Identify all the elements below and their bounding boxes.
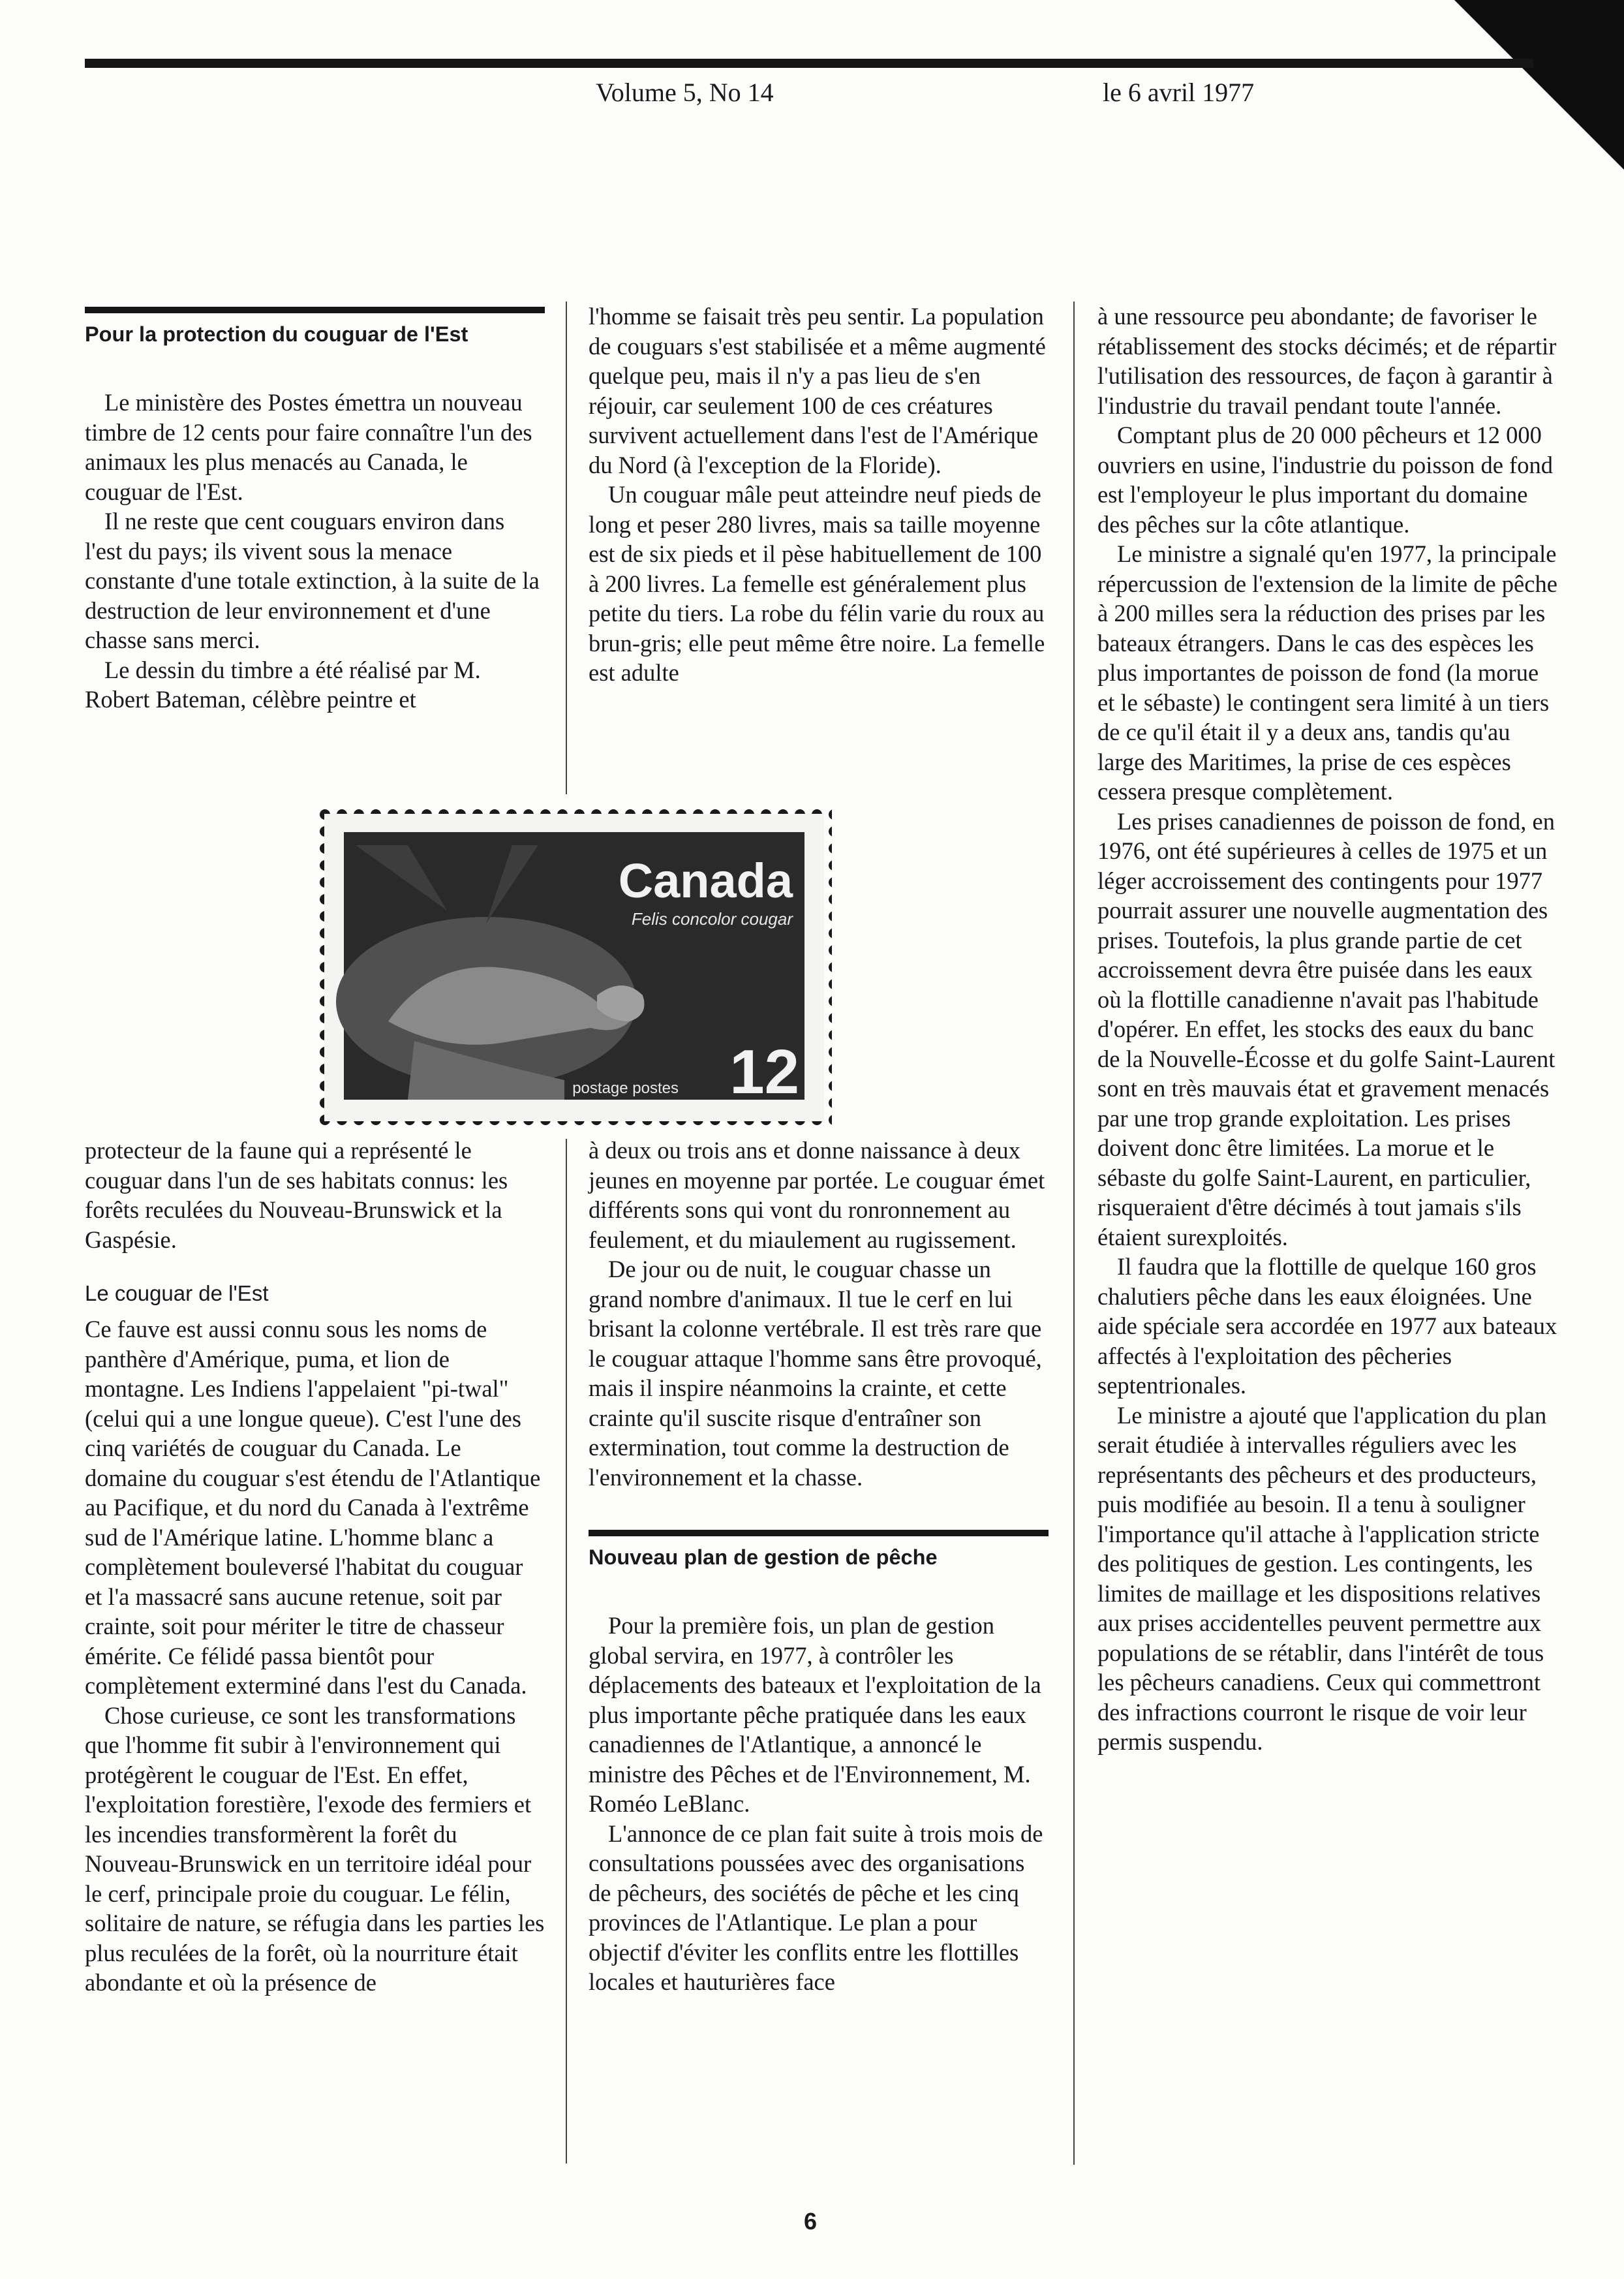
- column-2-top: [589, 302, 1049, 688]
- stamp-country: Canada: [618, 854, 793, 908]
- subheading: Le couguar de l'Est: [85, 1281, 269, 1305]
- paragraph: à une ressource peu abondante; de favoriser le rétablissement des stocks décimés; et de répartir l'utilisation des ressources, de façon à garantir à l'industrie du travail pendant toute l'année.: [1097, 303, 1557, 419]
- section-rule: [85, 307, 545, 313]
- stamp-postage: postage postes: [572, 1079, 679, 1097]
- paragraph: Il ne reste que cent couguars environ dans l'est du pays; ils vivent sous la menace constante d'une totale extinction, à la suite de la destruction de leur environnement et d'une chasse sans merci.: [85, 508, 540, 653]
- paragraph: Les prises canadiennes de poisson de fond, en 1976, ont été supérieures à celles de 1975 et un léger accroissement des contingents pour 1977 pourrait assurer une nouvelle augmentation des prises. Toutefois, la plus grande partie de cet accroissement devra être puisée dans les eaux où la flottille canadienne n'avait pas l'habitude d'opérer. En effet, les stocks des eaux du banc de la Nouvelle-Écosse et du golfe Saint-Laurent sont en très mauvais état et gravement menacés par une trop grande exploitation. Les prises doivent donc être limitées. La morue et le sébaste du golfe Saint-Laurent, en particulier, risqueraient d'être décimés à tout jamais s'ils étaient surexploités.: [1097, 807, 1555, 1250]
- stamp-value: 12: [729, 1037, 799, 1107]
- column-divider: [566, 302, 567, 794]
- paragraph: protecteur de la faune qui a représenté le couguar dans l'un de ses habitats connus: les forêts reculées du Nouveau-Brunswick et la Gaspésie.: [85, 1137, 508, 1253]
- column-divider: [1073, 302, 1075, 2165]
- paragraph: à deux ou trois ans et donne naissance à deux jeunes en moyenne par portée. Le couguar émet différents sons qui vont du ronronnement au feulement, et du miaulement au rugissement.: [589, 1137, 1045, 1253]
- paragraph: Le ministre a ajouté que l'application du plan serait étudiée à intervalles réguliers avec les représentants des pêcheurs et des producteurs, puis modifiée au besoin. Il a tenu à souligner l'importance qu'il attache à l'application stricte des politiques de gestion. Les contingents, les limites de maillage et les dispositions relatives aux prises accidentelles peuvent permettre aux populations de se rétablir, dans l'intérêt de tous les pêcheurs canadiens. Ceux qui commettront des infractions courront le risque de voir leur permis suspendu.: [1097, 1401, 1547, 1755]
- paragraph: Comptant plus de 20 000 pêcheurs et 12 000 ouvriers en usine, l'industrie du poisson de fond est l'employeur le plus important du domaine des pêches sur la côte atlantique.: [1097, 422, 1553, 538]
- header-rule: [85, 59, 1533, 68]
- page-number: 6: [804, 2208, 818, 2235]
- column-3: [1097, 302, 1561, 1757]
- paragraph: l'homme se faisait très peu sentir. La population de couguars s'est stabilisée et a même augmenté quelque peu, mais il n'y a pas lieu de s'en réjouir, car seulement 100 de ces créatures survivent actuellement dans l'est de l'Amérique du Nord (à l'exception de la Floride).: [589, 303, 1046, 478]
- paragraph: Pour la première fois, un plan de gestion global servira, en 1977, à contrôler les déplacements des bateaux et l'exploitation de la plus importante pêche pratiquée dans les eaux canadiennes de l'Atlantique, a annoncé le ministre des Pêches et de l'Environnement, M. Roméo LeBlanc.: [589, 1612, 1041, 1817]
- issue-date: le 6 avril 1977: [1103, 78, 1255, 107]
- page-corner-fold: [1454, 0, 1624, 170]
- paragraph: Ce fauve est aussi connu sous les noms de panthère d'Amérique, puma, et lion de montagne. Les Indiens l'appelaient "pi-twal" (celui qui a une longue queue). C'est l'une des cinq variétés de couguar du Canada. Le domaine du couguar s'est étendu de l'Atlantique au Pacifique, et du nord du Canada à l'extrême sud de l'Amérique latine. L'homme blanc a complètement bouleversé l'habitat du couguar et l'a massacré sans aucune retenue, soit par crainte, soit pour mériter le titre de chasseur émérite. Ce félidé passa bientôt pour complètement exterminé dans l'est du Canada.: [85, 1316, 541, 1699]
- paragraph: Il faudra que la flottille de quelque 160 gros chalutiers pêche dans les eaux éloignées. Une aide spéciale sera accordée en 1977 aux bateaux affectés à l'exploitation des pêcheries septentrionales.: [1097, 1253, 1557, 1399]
- paragraph: Un couguar mâle peut atteindre neuf pieds de long et peser 280 livres, mais sa taille moyenne est de six pieds et il pèse habituellement de 100 à 200 livres. La femelle est généralement plus petite du tiers. La robe du félin varie du roux au brun-gris; elle peut même être noire. La femelle est adulte: [589, 481, 1045, 686]
- section-rule: [589, 1530, 1049, 1536]
- column-1-top: [85, 307, 545, 715]
- paragraph: Le ministre a signalé qu'en 1977, la principale répercussion de l'extension de la limite de pêche à 200 milles sera la réduction des prises par les bateaux étrangers. Dans le cas des espèces les plus importantes de poisson de fond (la morue et le sébaste) le contingent sera limité à un tiers de ce qu'il était il y a deux ans, tandis qu'au large des Maritimes, la prise de ces espèces cessera presque complètement.: [1097, 540, 1557, 805]
- paragraph: Chose curieuse, ce sont les transformations que l'homme fit subir à l'environnement qui protégèrent le couguar de l'Est. En effet, l'exploitation forestière, l'exode des fermiers et les incendies transformèrent la forêt du Nouveau-Brunswick en un territoire idéal pour le cerf, principale proie du couguar. Le félin, solitaire de nature, se réfugia dans les parties les plus reculées de la forêt, où la nourriture était abondante et où la présence de: [85, 1701, 545, 1996]
- paragraph: De jour ou de nuit, le couguar chasse un grand nombre d'animaux. Il tue le cerf en lui brisant la colonne vertébrale. Il est très rare que le couguar attaque l'homme sans être provoqué, mais il inspire néanmoins la crainte, et cette crainte qu'il suscite risque d'entraîner son extermination, tout comme la destruction de l'environnement et la chasse.: [589, 1256, 1042, 1491]
- cougar-stamp-image: [316, 806, 832, 1129]
- volume-number: Volume 5, No 14: [596, 78, 774, 107]
- column-2-bottom: [589, 1136, 1049, 1997]
- paragraph: Le ministère des Postes émettra un nouveau timbre de 12 cents pour faire connaître l'un des animaux les plus menacés au Canada, le couguar de l'Est.: [85, 389, 532, 505]
- column-divider: [566, 1139, 567, 2163]
- stamp-species: Felis concolor cougar: [631, 909, 793, 929]
- column-1-bottom: [85, 1136, 545, 1998]
- paragraph: Le dessin du timbre a été réalisé par M. Robert Bateman, célèbre peintre et: [85, 656, 481, 713]
- paragraph: L'annonce de ce plan fait suite à trois mois de consultations poussées avec des organisations de pêcheurs, des sociétés de pêche et les cinq provinces de l'Atlantique. Le plan a pour objectif d'éviter les conflits entre les flottilles locales et hauturières face: [589, 1820, 1043, 1995]
- article-title: Nouveau plan de gestion de pêche: [589, 1545, 938, 1569]
- article-title: Pour la protection du couguar de l'Est: [85, 322, 468, 346]
